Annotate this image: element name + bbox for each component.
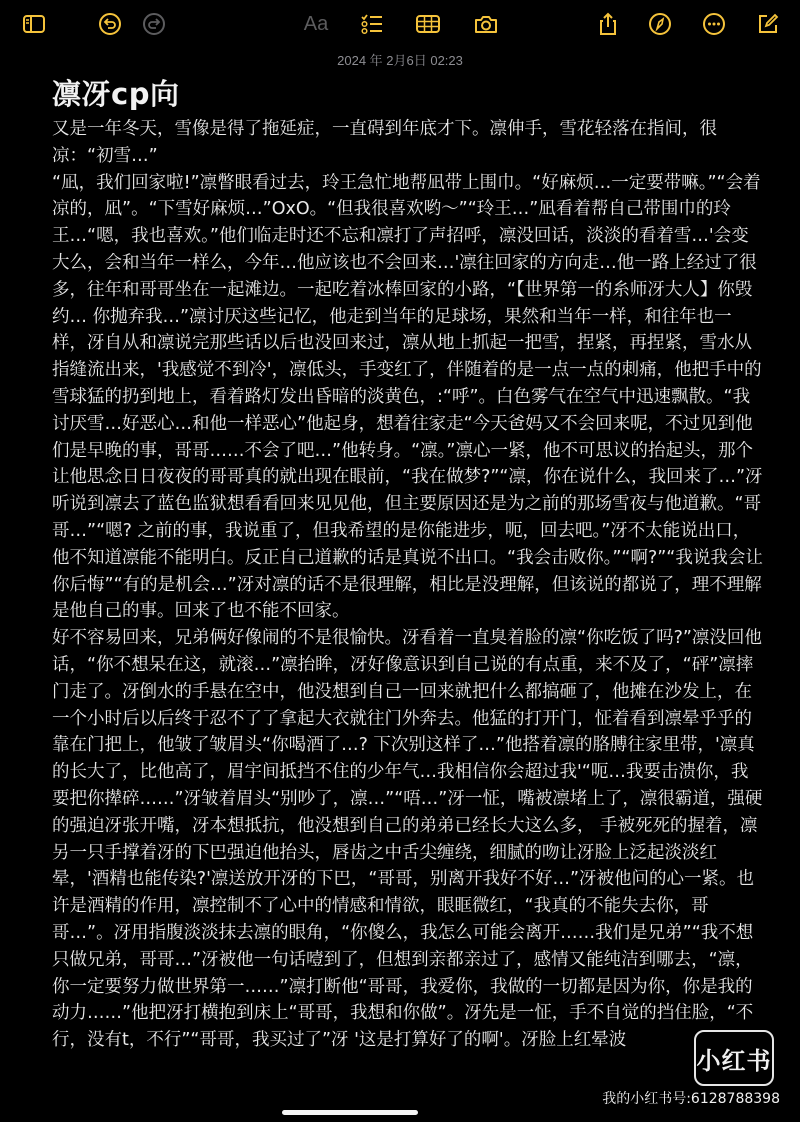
more-icon[interactable] <box>700 10 728 38</box>
watermark-id: 我的小红书号:6128788398 <box>602 1091 780 1107</box>
watermark-logo-text: 小红书 <box>696 1046 772 1075</box>
table-icon[interactable] <box>414 10 442 38</box>
sidebar-icon[interactable] <box>20 10 48 38</box>
note-body[interactable] <box>52 116 764 1054</box>
note-paragraph: 又是一年冬天，雪像是得了拖延症，一直碍到年底才下。凛伸手，雪花轻落在指间，很凉：“初雪…” <box>52 119 717 166</box>
share-icon[interactable] <box>594 10 622 38</box>
xiaohongshu-logo <box>694 1030 774 1086</box>
text-format-label: Aa <box>303 12 329 35</box>
text-format-icon[interactable] <box>300 10 332 38</box>
compose-icon[interactable] <box>754 10 782 38</box>
camera-icon[interactable] <box>472 10 500 38</box>
note-title[interactable]: 凛冴cp向 <box>52 77 180 111</box>
note-date: 2024 年 2月6日 02:23 <box>337 53 463 68</box>
home-indicator[interactable] <box>282 1110 418 1115</box>
toolbar <box>0 0 800 48</box>
redo-icon[interactable] <box>140 10 168 38</box>
undo-icon[interactable] <box>96 10 124 38</box>
markup-pen-icon[interactable] <box>646 10 674 38</box>
note-paragraph: 好不容易回来，兄弟俩好像闹的不是很愉快。冴看着一直臭着脸的凛“你吃饭了吗?”凛没回他话，“你不想呆在这，就滚…”凛抬眸，冴好像意识到自己说的有点重，来不及了，“砰”凛摔门走了。冴倒水的手悬在空中，他没想到自己一回来就把什么都搞砸了，他摊在沙发上，在一个小时后以后终于忍不了了拿起大衣就往门外奔去。他猛的打开门，怔着看到凛晕乎乎的靠在门把上，他皱了皱眉头“你喝酒了…? 下次别这样了…”他搭着凛的胳膊往家里带，'凛真的长大了，比他高了，眉宇间抵挡不住的少年气…我相信你会超过我'“呃…我要击溃你，我要把你撵碎……”冴皱着眉头“别吵了，凛…”“唔…”冴一怔，嘴被凛堵上了，凛很霸道，强硬的强迫冴张开嘴，冴本想抵抗，他没想到自己的弟弟已经长大这么多， 手被死死的握着，凛另一只手撑着冴的下巴强迫他抬头，唇齿之中舌尖缠绕，细腻的吻让冴脸上泛起淡淡红晕，'酒精也能传染?'凛送放开冴的下巴，“哥哥，别离开我好不好…”冴被他问的心一紧。也许是酒精的作用，凛控制不了心中的情感和情欲，眼眶微红，“我真的不能失去你，哥哥…”。冴用指腹淡淡抹去凛的眼角，“你傻么，我怎么可能会离开……我们是兄弟”“我不想只做兄弟，哥哥…”冴被他一句话噎到了，但想到亲都亲过了，感情又能纯洁到哪去，“凛，你一定要努力做世界第一……”凛打断他“哥哥，我爱你，我做的一切都是因为你，你是我的动力……”他把冴打横抱到床上“哥哥，我想和你做”。冴先是一怔，手不自觉的挡住脸，“不行，没有t，不行”“哥哥，我买过了”冴 '这是打算好了的啊'。冴脸上红晕波 <box>52 628 763 1051</box>
checklist-icon[interactable] <box>358 10 386 38</box>
note-paragraph: “凪，我们回家啦!”凛瞥眼看过去，玲王急忙地帮凪带上围巾。“好麻烦…一定要带嘛。”“会着凉的，凪”。“下雪好麻烦…”OxO。“但我很喜欢哟～”“玲王…”凪看着帮自己带围巾的玲王…“嗯，我也喜欢。”他们临走时还不忘和凛打了声招呼，凛没回话，淡淡的看着雪…'会变大么，会和当年一样么，今年…他应该也不会回来…'凛往回家的方向走…他一路上经过了很多，往年和哥哥坐在一起滩边。一起吃着冰棒回家的小路，“【世界第一的糸师冴大人】你毁约… 你抛弃我…”凛讨厌这些记忆，他走到当年的足球场，果然和当年一样，和往年也一样，冴自从和凛说完那些话以后也没回来过，凛从地上抓起一把雪，捏紧，再捏紧，雪水从指缝流出来，'我感觉不到冷'，凛低头，手变红了，伴随着的是一点一点的刺痛，他把手中的雪球猛的扔到地上，看着路灯发出昏暗的淡黄色，:“呼”。白色雾气在空气中迅速飘散。“我讨厌雪…好恶心…和他一样恶心”他起身，想着往家走“今天爸妈又不会回来呢，不过见到他们是早晚的事，哥哥……不会了吧…”他转身。“凛。”凛心一紧，他不可思议的抬起头，那个让他思念日日夜夜的哥哥真的就出现在眼前，“我在做梦?”“凛，你在说什么，我回来了…”冴听说到凛去了蓝色监狱想看看回来见见他，但主要原因还是为之前的那场雪夜与他道歉。“哥哥…”“嗯? 之前的事，我说重了，但我希望的是你能进步，呃，回去吧。”冴不太能说出口，他不知道凛能不能明白。反正自己道歉的话是真说不出口。“我会击败你。”“啊?”“我说我会让你后悔”“有的是机会…”冴对凛的话不是很理解，相比是没理解，但该说的都说了，理不理解是他自己的事。回来了也不能不回家。 <box>52 172 763 622</box>
